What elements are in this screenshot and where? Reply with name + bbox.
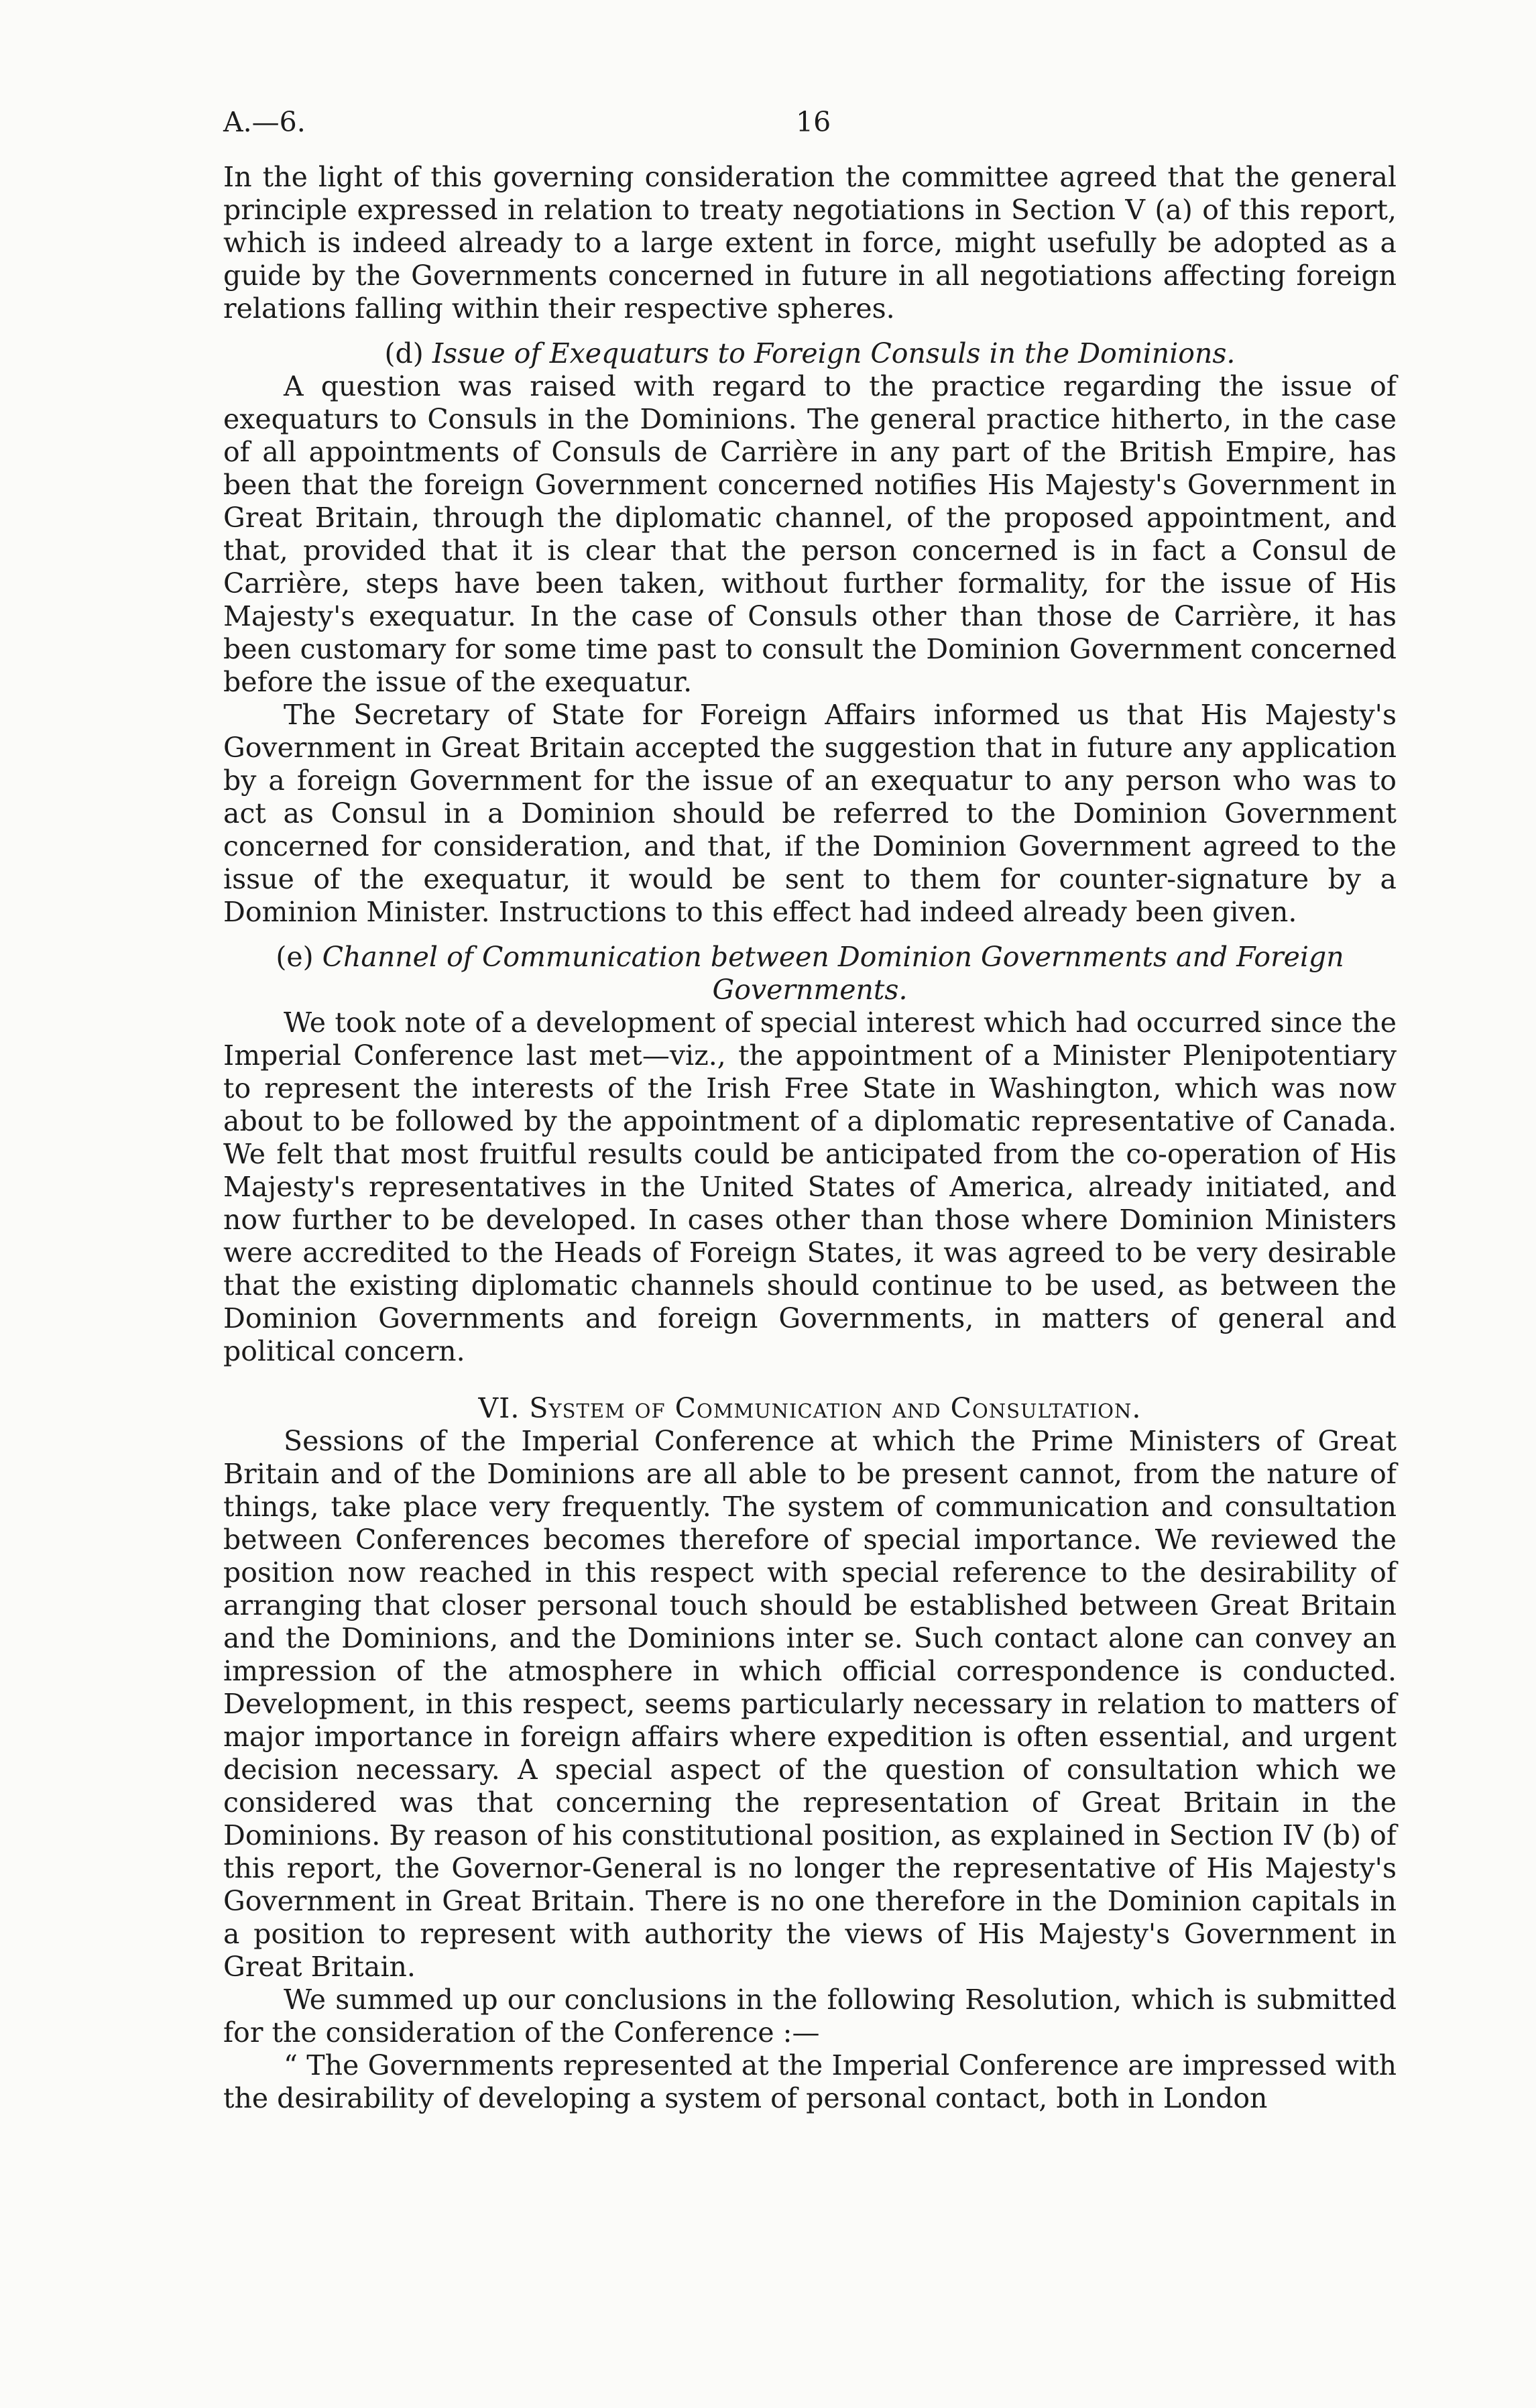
paragraph-sessions: Sessions of the Imperial Conference at which the Prime Ministers of Great Britain and of the Dominions are all able to be present cannot, from the nature of things, take place very frequently. The system of communication and consultation between Conferences becomes therefore of special importance. We reviewed the position now reached in this respect with special reference to the desirability of arranging that closer personal touch should be established between Great Britain and the Dominions, and the Dominions inter se. Such contact alone can convey an impression of the atmosphere in which official correspondence is conducted. Development, in this respect, seems particularly necessary in relation to matters of major importance in foreign affairs where expedition is often essential, and urgent decision necessary. A special aspect of the question of consultation which we considered was that concerning the representation of Great Britain in the Dominions. By reason of his constitutional position, as explained in Section IV (b) of this report, the Governor-General is no longer the representative of His Majesty's Government in Great Britain. There is no one therefore in the Dominion capitals in a position to represent with authority the views of His Majesty's Government in Great Britain. [223,1425,1397,1983]
section-heading-e [223,941,1397,1007]
section-label-d: (d) [384,337,424,369]
paragraph-governing-consideration: In the light of this governing consideration the committee agreed that the general principle expressed in relation to treaty negotiations in Section V (a) of this report, which is indeed already to a large extent in force, might usefully be adopted as a guide by the Governments concerned in future in all negotiations affecting foreign relations falling within their respective spheres. [223,161,1397,325]
page-header [223,101,1397,161]
section-title-e: Channel of Communication between Dominion Governments and Foreign Governments. [322,941,1344,1006]
document-page [223,101,1397,2115]
section-heading-vi: VI. System of Communication and Consultation. [478,1392,1142,1424]
document-reference: A.—6. [223,106,306,138]
section-heading-d [223,337,1397,370]
paragraph-secretary-of-state: The Secretary of State for Foreign Affairs informed us that His Majesty's Government in Great Britain accepted the suggestion that in future any application by a foreign Government for the issue of an exequatur to any person who was to act as Consul in a Dominion should be referred to the Dominion Government concerned for consideration, and that, if the Dominion Government agreed to the issue of the exequatur, it would be sent to them for counter-signature by a Dominion Minister. Instructions to this effect had indeed already been given. [223,699,1397,928]
paragraph-development-washington: We took note of a development of special interest which had occurred since the Imperial Conference last met—viz., the appointment of a Minister Plenipotentiary to represent the interests of the Irish Free State in Washington, which was now about to be followed by the appointment of a diplomatic representative of Canada. We felt that most fruitful results could be anticipated from the co-operation of His Majesty's representatives in the United States of America, already initiated, and now further to be developed. In cases other than those where Dominion Ministers were accredited to the Heads of Foreign States, it was agreed to be very desirable that the existing diplomatic channels should continue to be used, as between the Dominion Governments and foreign Governments, in matters of general and political concern. [223,1007,1397,1367]
paragraph-exequatur-question: A question was raised with regard to the practice regarding the issue of exequaturs to Consuls in the Dominions. The general practice hitherto, in the case of all appointments of Consuls de Carrière in any part of the British Empire, has been that the foreign Government concerned notifies His Majesty's Government in Great Britain, through the diplomatic channel, of the proposed appointment, and that, provided that it is clear that the person concerned is in fact a Consul de Carrière, steps have been taken, without further formality, for the issue of His Majesty's exequatur. In the case of Consuls other than those de Carrière, it has been customary for some time past to consult the Dominion Government concerned before the issue of the exequatur. [223,370,1397,698]
page-number: 16 [796,106,831,138]
paragraph-resolution-quote: “ The Governments represented at the Imperial Conference are impressed with the desirability of developing a system of personal contact, both in London [223,2049,1397,2114]
paragraph-resolution-intro: We summed up our conclusions in the following Resolution, which is submitted for the consideration of the Conference :— [223,1984,1397,2049]
section-label-e: (e) [276,941,314,973]
section-title-d: Issue of Exequaturs to Foreign Consuls in the Dominions. [432,337,1236,369]
